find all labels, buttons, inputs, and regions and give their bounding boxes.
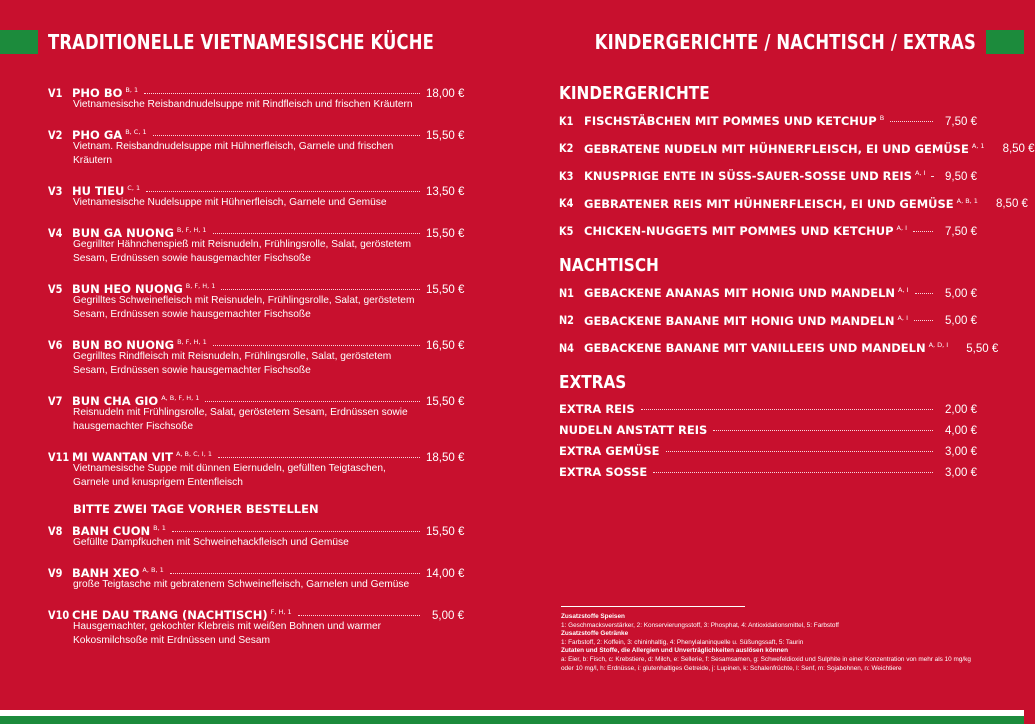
item-description: Vietnamesische Suppe mit dünnen Eiernudeln, gefüllten Teigtaschen, Garnele und knusprigem Entenfleisch	[73, 463, 386, 488]
menu-item	[559, 165, 977, 181]
item-description: Vietnam. Reisbandnudelsuppe mit Hühnerfleisch, Garnele und frischen Kräutern	[73, 141, 394, 166]
nachtisch-section	[559, 254, 999, 355]
menu-item-row	[48, 604, 464, 620]
item-name	[584, 310, 908, 329]
allergen-codes: A, I	[914, 169, 926, 177]
menu-item-row	[559, 193, 1028, 211]
menu-item	[48, 278, 464, 322]
nachtisch-heading: NACHTISCH	[559, 255, 659, 276]
menu-item	[48, 82, 464, 112]
item-name-text: FISCHSTÄBCHEN MIT POMMES UND KETCHUP	[584, 113, 877, 128]
item-name	[584, 220, 907, 239]
menu-item-row	[48, 390, 464, 406]
dotted-leader	[914, 320, 933, 321]
item-price: 7,50 €	[945, 225, 977, 238]
item-name	[559, 420, 707, 441]
item-name-text: CHE DAU TRANG (NACHTISCH)	[72, 607, 268, 622]
menu-item-row	[48, 180, 464, 196]
item-price: 18,50 €	[426, 451, 465, 464]
kinder-list	[559, 110, 1035, 238]
menu-item	[559, 310, 977, 326]
right-menu-column	[559, 82, 1035, 501]
dotted-leader	[915, 293, 933, 294]
item-code: V3	[48, 183, 63, 198]
item-price: 5,00 €	[945, 315, 977, 328]
dotted-leader	[146, 191, 420, 192]
allergen-codes: B, F, H, 1	[176, 226, 207, 234]
item-code: K4	[559, 196, 574, 211]
allergen-codes: A, B, 1	[956, 196, 978, 205]
item-code: V6	[48, 337, 63, 352]
item-code: V8	[48, 523, 63, 538]
item-code: K3	[559, 168, 574, 183]
item-code: K1	[559, 113, 574, 128]
item-price: 16,50 €	[426, 339, 465, 352]
allergen-codes: A, B, 1	[142, 566, 164, 574]
dotted-leader	[913, 231, 933, 232]
dotted-leader	[213, 233, 420, 234]
menu-item-row	[559, 399, 977, 420]
extras-heading: EXTRAS	[559, 372, 627, 393]
item-code: V10	[48, 607, 70, 622]
dotted-leader	[653, 472, 933, 473]
item-price: 8,50 €	[1002, 143, 1035, 156]
item-description: große Teigtasche mit gebratenem Schweinefleisch, Garnelen und Gemüse	[73, 579, 410, 590]
item-price: 5,50 €	[966, 342, 999, 355]
menu-item-row	[48, 222, 464, 238]
menu-item-row	[48, 124, 464, 140]
dotted-leader	[213, 345, 420, 346]
item-name-text: EXTRA SOSSE	[559, 465, 648, 479]
item-description: Gefüllte Dampfkuchen mit Schweinehackfleisch und Gemüse	[73, 537, 349, 548]
menu-item-row	[559, 310, 977, 326]
item-price: 18,00 €	[426, 87, 465, 100]
item-price: 7,50 €	[945, 115, 977, 128]
item-price: 14,00 €	[426, 567, 465, 580]
footnote-heading-speisen: Zusatzstoffe Speisen	[561, 613, 625, 620]
item-price: 15,50 €	[426, 525, 465, 538]
left-menu-column	[48, 82, 464, 660]
item-price: 3,00 €	[945, 467, 977, 479]
dotted-leader	[172, 531, 420, 532]
item-code: V9	[48, 565, 63, 580]
item-price: 8,50 €	[995, 198, 1028, 211]
allergen-codes: A, 1	[971, 141, 985, 150]
item-name	[584, 337, 948, 356]
menu-item-row	[48, 278, 464, 294]
item-name	[584, 165, 925, 184]
menu-item	[559, 337, 999, 355]
menu-item	[559, 399, 977, 420]
item-code: V1	[48, 85, 63, 100]
item-name-text: GEBRATENER REIS MIT HÜHNERFLEISCH, EI UND GEMÜSE	[584, 196, 954, 211]
menu-item	[559, 420, 977, 441]
footnote-text-allergene: a: Eier, b: Fisch, c: Krebstiere, d: Milch, e: Sellerie, f: Sesamsamen, g: Schwefeldioxid und Sulphite in einer Konzentration von mehr als 10 mg/kg oder 10 mg/l, h: Erdnüsse, i: glutenhaltiges Getreide, j: Lupinen, k: Schalenfrüchte, l: Senf, m: Sojabohnen, n: Weichtiere	[561, 655, 971, 672]
menu-item-row	[559, 282, 977, 298]
item-description: Hausgemachter, gekochter Klebreis mit weißen Bohnen und warmer Kokosmilchsoße mit Erdnüssen und Sesam	[73, 621, 382, 646]
allergen-codes: C, 1	[127, 184, 141, 192]
menu-item-row	[48, 520, 464, 536]
item-name-text: GEBACKENE ANANAS MIT HONIG UND MANDELN	[584, 285, 896, 300]
allergen-codes: F, H, 1	[270, 608, 292, 616]
item-price: 2,00 €	[945, 404, 977, 416]
item-price: 15,50 €	[426, 129, 465, 142]
menu-item	[559, 138, 1035, 156]
item-name-text: GEBACKENE BANANE MIT VANILLEEIS UND MANDELN	[584, 340, 926, 355]
menu-item-row	[559, 165, 977, 181]
item-price: 15,50 €	[426, 227, 465, 240]
extras-section	[559, 371, 977, 483]
menu-item-row	[559, 110, 977, 126]
item-code: V5	[48, 281, 63, 296]
allergen-codes: A, I	[898, 286, 909, 294]
allergen-codes: A, I	[897, 313, 908, 322]
item-name	[559, 462, 647, 483]
item-name-text: PHO BO	[72, 85, 123, 100]
menu-item	[48, 124, 464, 168]
item-code: V4	[48, 225, 63, 240]
menu-item	[559, 462, 977, 483]
item-name-text: BANH XEO	[72, 565, 140, 580]
kinder-section	[559, 82, 1035, 238]
item-price: 3,00 €	[945, 446, 977, 458]
item-description: Vietnamesische Nudelsuppe mit Hühnerfleisch, Garnele und Gemüse	[73, 197, 387, 208]
allergen-footnotes	[561, 606, 981, 673]
item-name-text: BUN HEO NUONG	[72, 281, 183, 296]
menu-item	[48, 334, 464, 378]
menu-item	[48, 222, 464, 266]
item-code: V7	[48, 393, 63, 408]
item-name-text: BUN GA NUONG	[72, 225, 174, 240]
item-price: 9,50 €	[945, 170, 977, 183]
menu-item	[48, 562, 464, 592]
dotted-leader	[641, 409, 933, 410]
menu-item-row	[48, 334, 464, 350]
item-name	[584, 282, 909, 301]
item-name-text: CHICKEN-NUGGETS MIT POMMES UND KETCHUP	[584, 223, 894, 238]
menu-item	[48, 520, 464, 550]
menu-item-row	[559, 138, 1035, 156]
item-name	[584, 110, 884, 129]
footnote-text-getraenke: 1: Farbstoff, 2: Koffein, 3: chininhaltig, 4: Phenylalaninquelle u. Süßungssaft, 5: Taurin	[561, 638, 804, 646]
menu-item-row	[559, 462, 977, 483]
item-name	[559, 399, 635, 420]
item-price: 5,00 €	[432, 609, 464, 622]
menu-item-row	[559, 420, 977, 441]
item-code: N4	[559, 340, 574, 355]
bottom-flag-band	[0, 710, 1024, 724]
dotted-leader	[170, 573, 420, 574]
dotted-leader	[298, 615, 420, 616]
item-price: 15,50 €	[426, 283, 465, 296]
preorder-note: BITTE ZWEI TAGE VORHER BESTELLEN	[73, 502, 319, 516]
menu-item-row	[48, 446, 464, 462]
menu-item	[559, 193, 1028, 211]
item-code: V11	[48, 449, 70, 464]
item-name-text: GEBACKENE BANANE MIT HONIG UND MANDELN	[584, 313, 895, 328]
menu-item	[559, 282, 977, 298]
item-name	[584, 138, 985, 157]
item-name-text: EXTRA GEMÜSE	[559, 444, 660, 458]
allergen-codes: B	[879, 114, 885, 122]
dotted-leader	[144, 93, 420, 94]
item-code: N1	[559, 285, 574, 300]
item-code: V2	[48, 127, 63, 142]
dotted-leader	[666, 451, 933, 452]
menu-item	[48, 390, 464, 434]
item-price: 4,00 €	[945, 425, 977, 437]
menu-item	[48, 446, 464, 490]
item-name-text: BUN CHA GIO	[72, 393, 159, 408]
item-code: N2	[559, 313, 574, 328]
allergen-codes: B, F, H, 1	[185, 282, 216, 290]
dotted-leader	[205, 401, 420, 402]
dotted-leader	[218, 457, 420, 458]
dotted-leader	[890, 121, 933, 122]
item-name-text: MI WANTAN VIT	[72, 449, 173, 464]
item-code: K2	[559, 141, 574, 156]
extras-list	[559, 399, 977, 483]
item-name	[559, 441, 660, 462]
menu-item-row	[48, 82, 464, 98]
menu-item-row	[559, 441, 977, 462]
footnote-heading-allergene: Zutaten und Stoffe, die Allergien und Unverträglichkeiten auslösen können	[561, 647, 789, 655]
item-name-text: PHO GA	[72, 127, 123, 142]
menu-item-row	[559, 337, 999, 355]
allergen-codes: B, C, 1	[125, 128, 147, 136]
menu-item-row	[48, 562, 464, 578]
item-name-text: BUN BO NUONG	[72, 337, 175, 352]
menu-item	[559, 441, 977, 462]
right-page-title: KINDERGERICHTE / NACHTISCH / EXTRAS	[594, 30, 976, 54]
preorder-dish-list	[48, 520, 464, 648]
item-description: Gegrilltes Schweinefleisch mit Reisnudeln, Frühlingsrolle, Salat, geröstetem Sesam, Erdnüssen sowie hausgemachter Fischsoße	[73, 295, 415, 320]
nachtisch-list	[559, 282, 999, 355]
dotted-leader	[931, 176, 933, 177]
main-dish-list	[48, 82, 464, 490]
item-price: 13,50 €	[426, 185, 465, 198]
item-name	[584, 193, 978, 212]
footnote-heading-getraenke: Zusatzstoffe Getränke	[561, 630, 629, 638]
menu-item-row	[559, 220, 977, 236]
item-description: Vietnamesische Reisbandnudelsuppe mit Rindfleisch und frischen Kräutern	[73, 99, 413, 110]
menu-item	[48, 180, 464, 210]
item-price: 5,00 €	[945, 287, 977, 300]
item-name-text: NUDELN ANSTATT REIS	[559, 423, 708, 437]
allergen-codes: B, 1	[125, 86, 139, 94]
dotted-leader	[153, 135, 420, 136]
item-name-text: HU TIEU	[72, 183, 125, 198]
footnote-text-speisen: 1: Geschmacksverstärker, 2: Konservierungsstoff, 3: Phosphat, 4: Antioxidationsmittel, 5: Farbstoff	[561, 621, 839, 629]
left-page-title: TRADITIONELLE VIETNAMESISCHE KÜCHE	[48, 30, 435, 54]
allergen-codes: A, B, C, I, 1	[175, 450, 212, 458]
dotted-leader	[713, 430, 933, 431]
item-code: K5	[559, 223, 574, 238]
allergen-codes: B, 1	[153, 524, 166, 532]
item-description: Gegrilltes Rindfleisch mit Reisnudeln, Frühlingsrolle, Salat, geröstetem Sesam, Erdnüssen sowie hausgemachter Fischsoße	[73, 351, 392, 376]
green-stripe-left	[0, 30, 38, 54]
menu-item	[559, 220, 977, 236]
menu-item	[559, 110, 977, 126]
menu-item	[48, 604, 464, 648]
footnote-divider	[561, 606, 745, 607]
kinder-heading: KINDERGERICHTE	[559, 83, 710, 104]
item-name-text: KNUSPRIGE ENTE IN SÜSS-SAUER-SOSSE UND REIS	[584, 168, 912, 183]
green-stripe-right	[986, 30, 1024, 54]
dotted-leader	[221, 289, 420, 290]
allergen-codes: A, I	[896, 224, 908, 232]
item-price: 15,50 €	[426, 395, 465, 408]
allergen-codes: A, B, F, H, 1	[161, 394, 200, 402]
item-name-text: BANH CUON	[72, 523, 151, 538]
item-name-text: EXTRA REIS	[559, 402, 635, 416]
allergen-codes: A, D, I	[928, 341, 949, 349]
item-description: Gegrillter Hähnchenspieß mit Reisnudeln, Frühlingsrolle, Salat, geröstetem Sesam, Erdnüssen sowie hausgemachter Fischsoße	[73, 239, 412, 264]
allergen-codes: B, F, H, 1	[177, 338, 207, 346]
item-name-text: GEBRATENE NUDELN MIT HÜHNERFLEISCH, EI UND GEMÜSE	[584, 141, 969, 156]
item-description: Reisnudeln mit Frühlingsrolle, Salat, geröstetem Sesam, Erdnüssen sowie hausgemachter Fischsoße	[73, 407, 408, 432]
